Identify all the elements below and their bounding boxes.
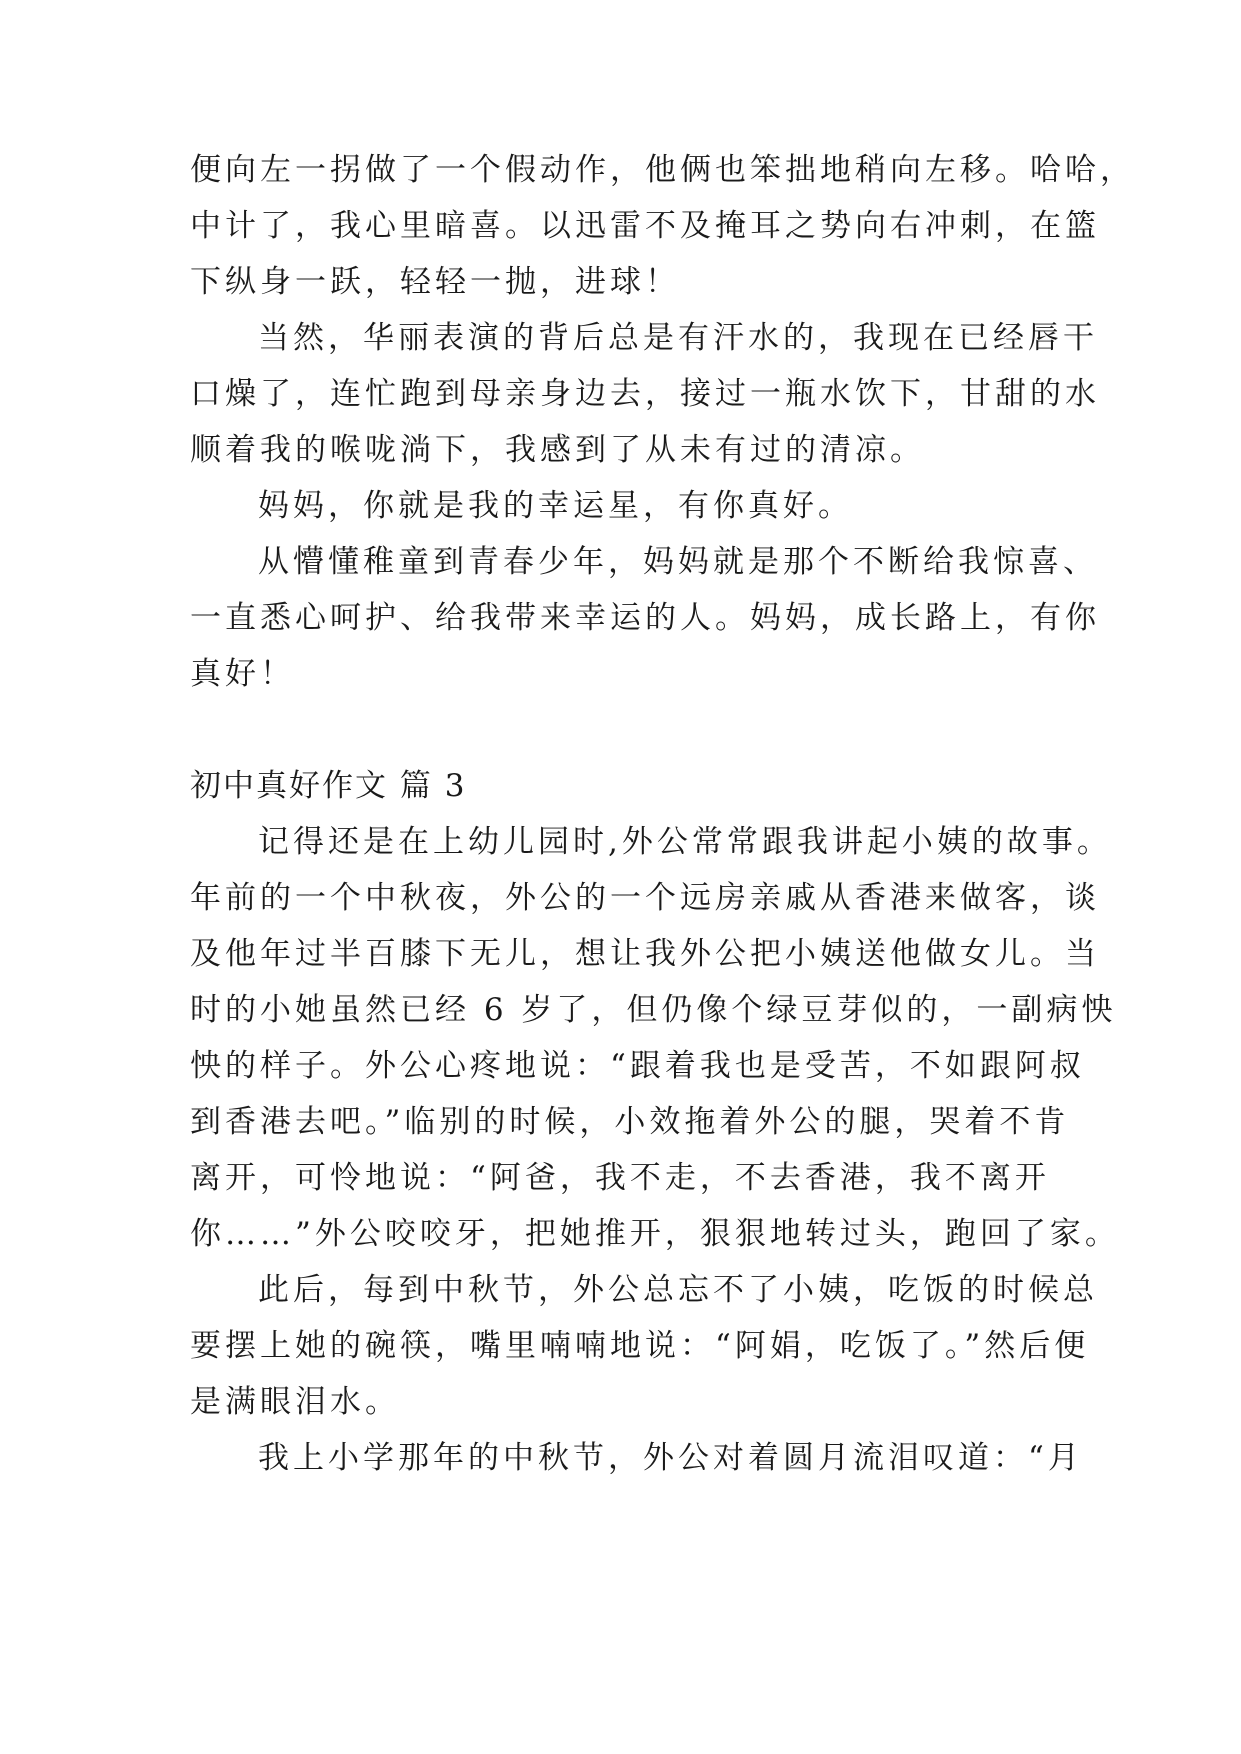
text-line: 下纵身一跃，轻轻一抛，进球！ [190,264,680,300]
text-line: 是满眼泪水。 [190,1384,400,1420]
text-line: 此后，每到中秋节，外公总忘不了小姨，吃饭的时候总 [258,1272,1098,1308]
text-line: 离开，可怜地说：“阿爸，我不走，不去香港，我不离开 [190,1160,1050,1196]
text-line: 妈妈，你就是我的幸运星，有你真好。 [258,488,853,524]
text-line: 要摆上她的碗筷，嘴里喃喃地说：“阿娟，吃饭了。”然后便 [190,1328,1090,1364]
text-line: 口燥了，连忙跑到母亲身边去，接过一瓶水饮下，甘甜的水 [190,376,1100,412]
text-line: 时的小她虽然已经 6 岁了，但仍像个绿豆芽似的，一副病怏 [190,992,1117,1028]
text-line: 中计了，我心里暗喜。以迅雷不及掩耳之势向右冲刺，在篮 [190,208,1100,244]
text-line: 我上小学那年的中秋节，外公对着圆月流泪叹道：“月 [258,1440,1083,1476]
text-line: 当然，华丽表演的背后总是有汗水的，我现在已经唇干 [258,320,1098,356]
text-line: 从懵懂稚童到青春少年，妈妈就是那个不断给我惊喜、 [258,544,1098,580]
text-line: 一直悉心呵护、给我带来幸运的人。妈妈，成长路上，有你 [190,600,1100,636]
text-line: 真好！ [190,656,295,692]
text-line: 便向左一拐做了一个假动作，他俩也笨拙地稍向左移。哈哈， [190,152,1135,188]
text-line: 你……”外公咬咬牙，把她推开，狠狠地转过头，跑回了家。 [190,1216,1120,1252]
section-heading: 初中真好作文 篇 3 [190,768,467,804]
text-line: 及他年过半百膝下无儿，想让我外公把小姨送他做女儿。当 [190,936,1100,972]
text-line: 年前的一个中秋夜，外公的一个远房亲戚从香港来做客，谈 [190,880,1100,916]
text-line: 到香港去吧。”临别的时候，小效拖着外公的腿，哭着不肯 [190,1104,1070,1140]
text-line: 怏的样子。外公心疼地说：“跟着我也是受苦，不如跟阿叔 [190,1048,1085,1084]
text-line: 记得还是在上幼儿园时,外公常常跟我讲起小姨的故事。 [258,824,1112,860]
text-line: 顺着我的喉咙淌下，我感到了从未有过的清凉。 [190,432,925,468]
